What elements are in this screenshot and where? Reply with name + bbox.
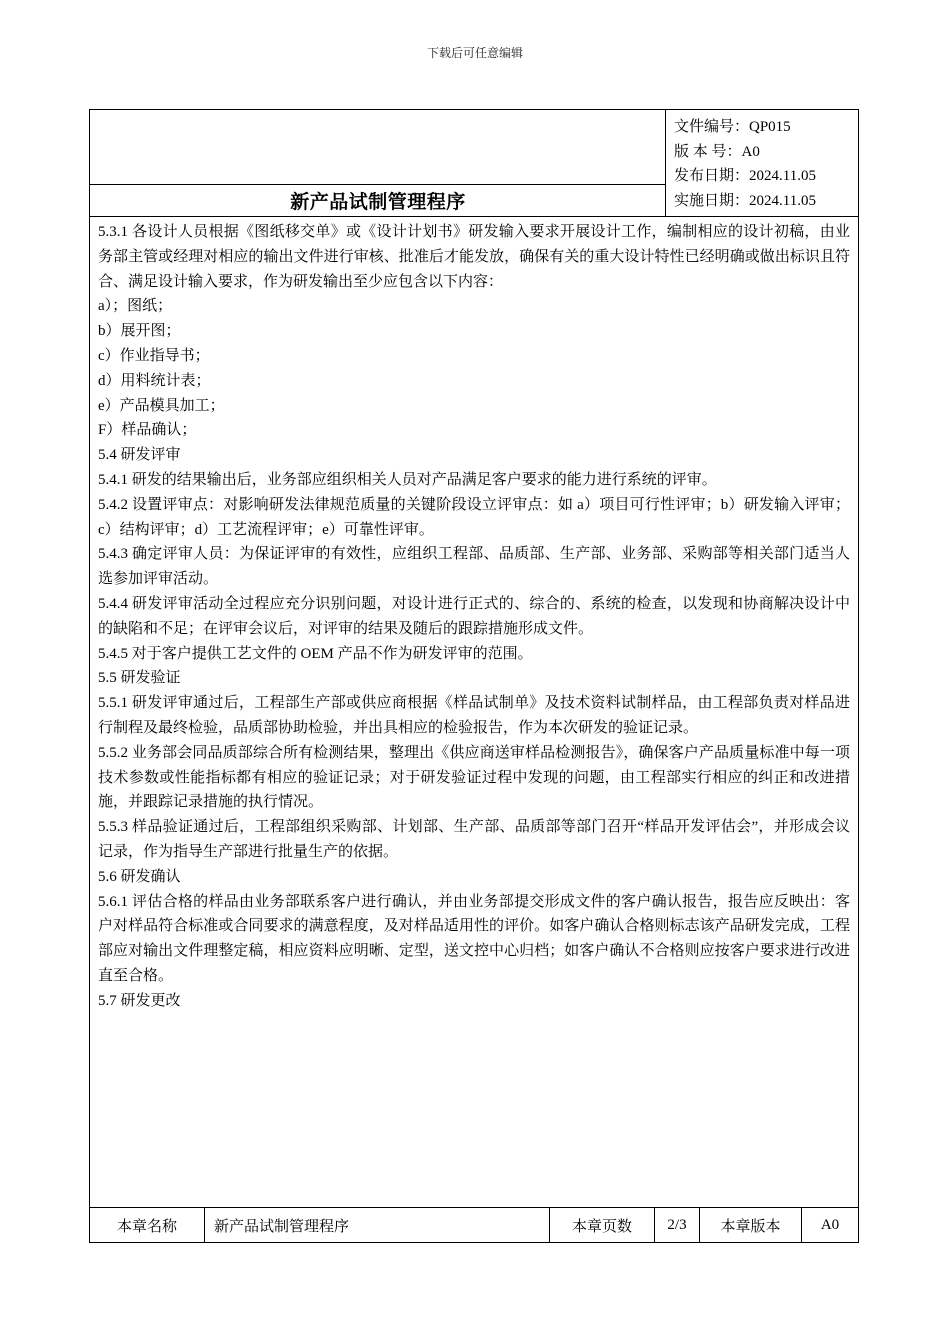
meta-version: 版 本 号：A0 [674,143,760,160]
header-bottom-rule [90,216,858,217]
section-heading: 5.4 研发评审 [98,447,181,464]
footer-page-count-value: 2/3 [655,1208,700,1242]
footer-table [90,1207,858,1242]
paragraph: 5.4.3 确定评审人员：为保证评审的有效性，应组织工程部、品质部、生产部、业务部、采购部等相关部门适当人选参加评审活动。 [98,546,850,588]
document-frame [89,109,859,1243]
paragraph: 5.5.2 业务部会同品质部综合所有检测结果，整理出《供应商送审样品检测报告》，确保客户产品质量标准中每一项技术参数或性能指标都有相应的验证记录；对于研发验证过程中发现的问题，由工程部实行相应的纠正和改进措施，并跟踪记录措施的执行情况。 [98,744,850,811]
footer-version-label: 本章版本 [700,1208,802,1242]
download-note: 下载后可任意编辑 [426,46,523,60]
paragraph: 5.3.1 各设计人员根据《图纸移交单》或《设计计划书》研发输入要求开展设计工作，编制相应的设计初稿，由业务部主管或经理对相应的输出文件进行审核、批准后才能发放，确保有关的重大设计特性已经明确或做出标识且符合、满足设计输入要求，作为研发输出至少应包含以下内容： [98,224,850,290]
body-content [98,220,850,1014]
footer-chapter-name-value: 新产品试制管理程序 [205,1208,550,1242]
paragraph: 5.4.5 对于客户提供工艺文件的 OEM 产品不作为研发评审的范围。 [98,645,533,662]
document-meta [674,115,854,213]
footer-chapter-name-label: 本章名称 [90,1208,205,1242]
paragraph: 5.6.1 评估合格的样品由业务部联系客户进行确认，并由业务部提交形成文件的客户确认报告，报告应反映出：客户对样品符合标准或合同要求的满意程度，及对样品适用性的评价。如客户确认合格则标志该产品研发完成，工程部应对输出文件理整定稿，相应资料应明晰、定型，送文控中心归档；如客户确认不合格则应按客户要求进行改进直至合格。 [98,893,850,984]
footer-page-count-label: 本章页数 [550,1208,655,1242]
header-divider [90,184,666,185]
header-title-area [90,110,666,216]
list-item: b）展开图； [98,323,181,340]
paragraph: 5.4.1 研发的结果输出后，业务部应组织相关人员对产品满足客户要求的能力进行系统的评审。 [98,471,717,488]
paragraph: 5.4.4 研发评审活动全过程应充分识别问题，对设计进行正式的、综合的、系统的检查，以发现和协商解决设计中的缺陷和不足；在评审会议后，对评审的结果及随后的跟踪措施形成文件。 [98,595,850,637]
list-item: e）产品模具加工； [98,397,225,414]
section-heading: 5.7 研发更改 [98,992,181,1009]
section-heading: 5.5 研发验证 [98,670,181,687]
footer-version-value: A0 [820,1216,840,1233]
list-item: a）；图纸； [98,298,173,315]
section-heading: 5.6 研发确认 [98,868,181,885]
list-item: d）用料统计表； [98,372,211,389]
paragraph: 5.5.3 样品验证通过后，工程部组织采购部、计划部、生产部、品质部等部门召开“样品开发评估会”，并形成会议记录，作为指导生产部进行批量生产的依据。 [98,819,850,860]
list-item: F）样品确认； [98,422,197,439]
paragraph: 5.5.1 研发评审通过后，工程部生产部或供应商根据《样品试制单》及技术资料试制样品，由工程部负责对样品进行制程及最终检验，品质部协助检验，并出具相应的检验报告，作为本次研发的验证记录。 [98,695,850,736]
paragraph: 5.4.2 设置评审点：对影响研发法律规范质量的关键阶段设立评审点：如 a）项目可行性评审；b）研发输入评审；c）结构评审；d）工艺流程评审；e）可靠性评审。 [98,496,850,538]
meta-file-number: 文件编号：QP015 [674,119,791,135]
list-item: c）作业指导书； [98,347,210,364]
meta-effective-date: 实施日期：2024.11.05 [674,192,816,209]
meta-release-date: 发布日期：2024.11.05 [674,168,816,184]
document-title: 新产品试制管理程序 [290,192,466,213]
